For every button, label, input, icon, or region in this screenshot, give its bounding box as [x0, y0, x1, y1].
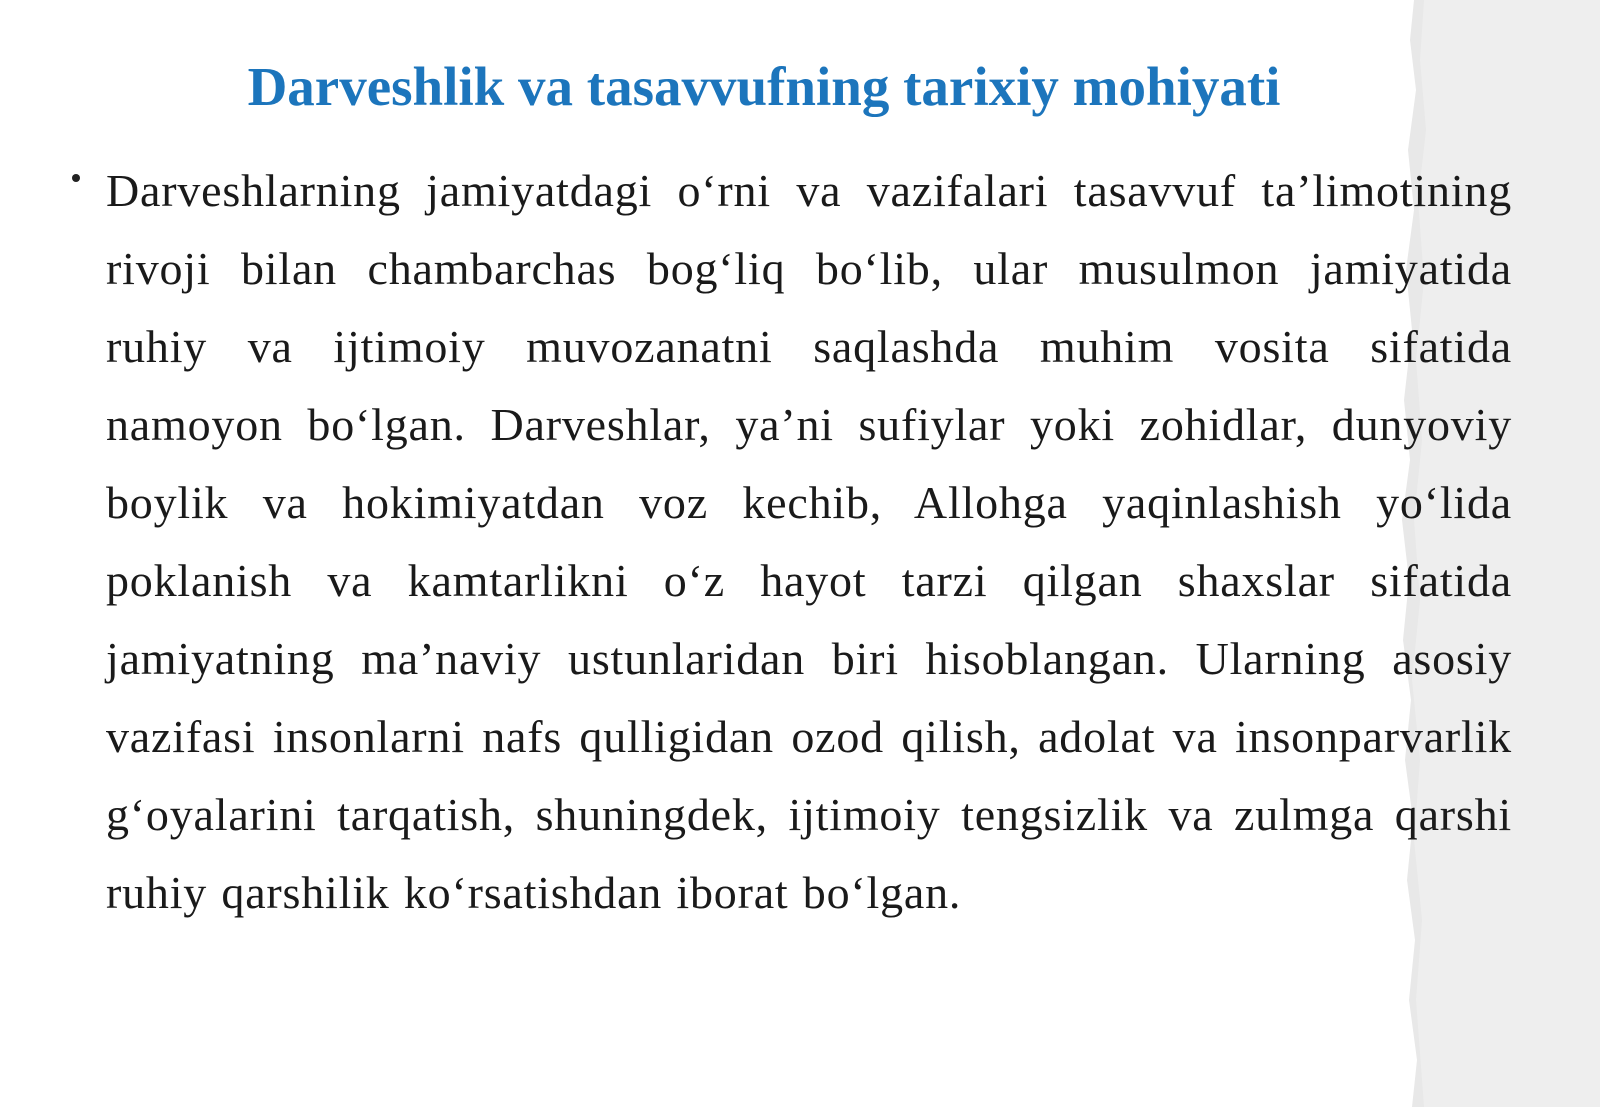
bullet-text: Darveshlarning jamiyatdagi o‘rni va vazifalari tasavvuf ta’limotining rivoji bilan chambarchas bog‘liq bo‘lib, ular musulmon jamiyatida ruhiy va ijtimoiy muvozanatni saqlashda muhim vosita sifatida namoyon bo‘lgan. Darveshlar, ya’ni sufiylar yoki zohidlar, dunyoviy boylik va hokimiyatdan voz kechib, Allohga yaqinlashish yo‘lida poklanish va kamtarlikni o‘z hayot tarzi qilgan shaxslar sifatida jamiyatning ma’naviy ustunlaridan biri hisoblangan. Ularning asosiy vazifasi insonlarni nafs qulligidan ozod qilish, adolat va insonparvarlik g‘oyalarini tarqatish, shuningdek, ijtimoiy tengsizlik va zulmga qarshi ruhiy qarshilik ko‘rsatishdan iborat bo‘lgan.: [106, 165, 1512, 918]
slide-title: Darveshlik va tasavvufning tarixiy mohiyati: [247, 56, 1281, 117]
bullet-dot-icon: [72, 174, 80, 182]
